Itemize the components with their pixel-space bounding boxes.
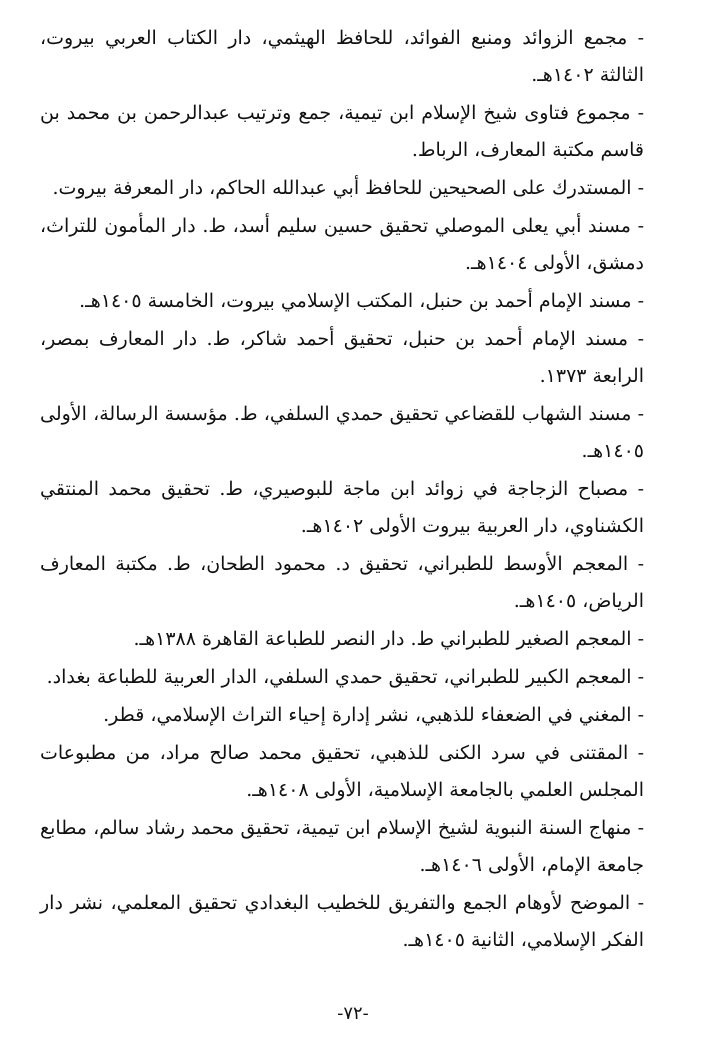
bibliography-entry: - مسند الإمام أحمد بن حنبل، تحقيق أحمد شاكر، ط. دار المعارف بمصر، الرابعة ١٣٧٣. xyxy=(40,328,644,387)
bibliography-entry: - الموضح لأوهام الجمع والتفريق للخطيب البغدادي تحقيق المعلمي، نشر دار الفكر الإسلامي، الثانية ١٤٠٥هـ. xyxy=(40,892,644,951)
bibliography-entry: - منهاج السنة النبوية لشيخ الإسلام ابن تيمية، تحقيق محمد رشاد سالم، مطابع جامعة الإمام، الأولى ١٤٠٦هـ. xyxy=(40,817,644,876)
bibliography-entry: - المعجم الكبير للطبراني، تحقيق حمدي السلفي، الدار العربية للطباعة بغداد. xyxy=(46,666,644,688)
bibliography-entry: - المعجم الأوسط للطبراني، تحقيق د. محمود الطحان، ط. مكتبة المعارف الرياض، ١٤٠٥هـ. xyxy=(40,553,644,612)
bibliography-entry: - المعجم الصغير للطبراني ط. دار النصر للطباعة القاهرة ١٣٨٨هـ. xyxy=(133,628,644,650)
bibliography-entry: - مسند أبي يعلى الموصلي تحقيق حسين سليم أسد، ط. دار المأمون للتراث، دمشق، الأولى ١٤٠٤هـ. xyxy=(40,215,644,274)
bibliography-entry: - مصباح الزجاجة في زوائد ابن ماجة للبوصيري، ط. تحقيق محمد المنتقي الكشناوي، دار العربية بيروت الأولى ١٤٠٢هـ. xyxy=(40,478,644,537)
bibliography-entry: - مسند الشهاب للقضاعي تحقيق حمدي السلفي، ط. مؤسسة الرسالة، الأولى ١٤٠٥هـ. xyxy=(40,403,644,462)
bibliography-entry: - المستدرك على الصحيحين للحافظ أبي عبدالله الحاكم، دار المعرفة بيروت. xyxy=(52,177,644,199)
bibliography-entry: - المغني في الضعفاء للذهبي، نشر إدارة إحياء التراث الإسلامي، قطر. xyxy=(103,704,644,726)
bibliography-entry: - المقتنى في سرد الكنى للذهبي، تحقيق محمد صالح مراد، من مطبوعات المجلس العلمي بالجامعة الإسلامية، الأولى ١٤٠٨هـ. xyxy=(40,742,644,801)
bibliography-entry: - مسند الإمام أحمد بن حنبل، المكتب الإسلامي بيروت، الخامسة ١٤٠٥هـ. xyxy=(79,290,644,312)
page-number: -٧٢- xyxy=(337,1003,369,1024)
bibliography-entry: - مجموع فتاوى شيخ الإسلام ابن تيمية، جمع وترتيب عبدالرحمن بن محمد بن قاسم مكتبة المعارف، الرباط. xyxy=(40,102,644,161)
bibliography-entry: - مجمع الزوائد ومنبع الفوائد، للحافظ الهيثمي، دار الكتاب العربي بيروت، الثالثة ١٤٠٢هـ. xyxy=(40,27,644,86)
bibliography-page xyxy=(40,20,644,960)
